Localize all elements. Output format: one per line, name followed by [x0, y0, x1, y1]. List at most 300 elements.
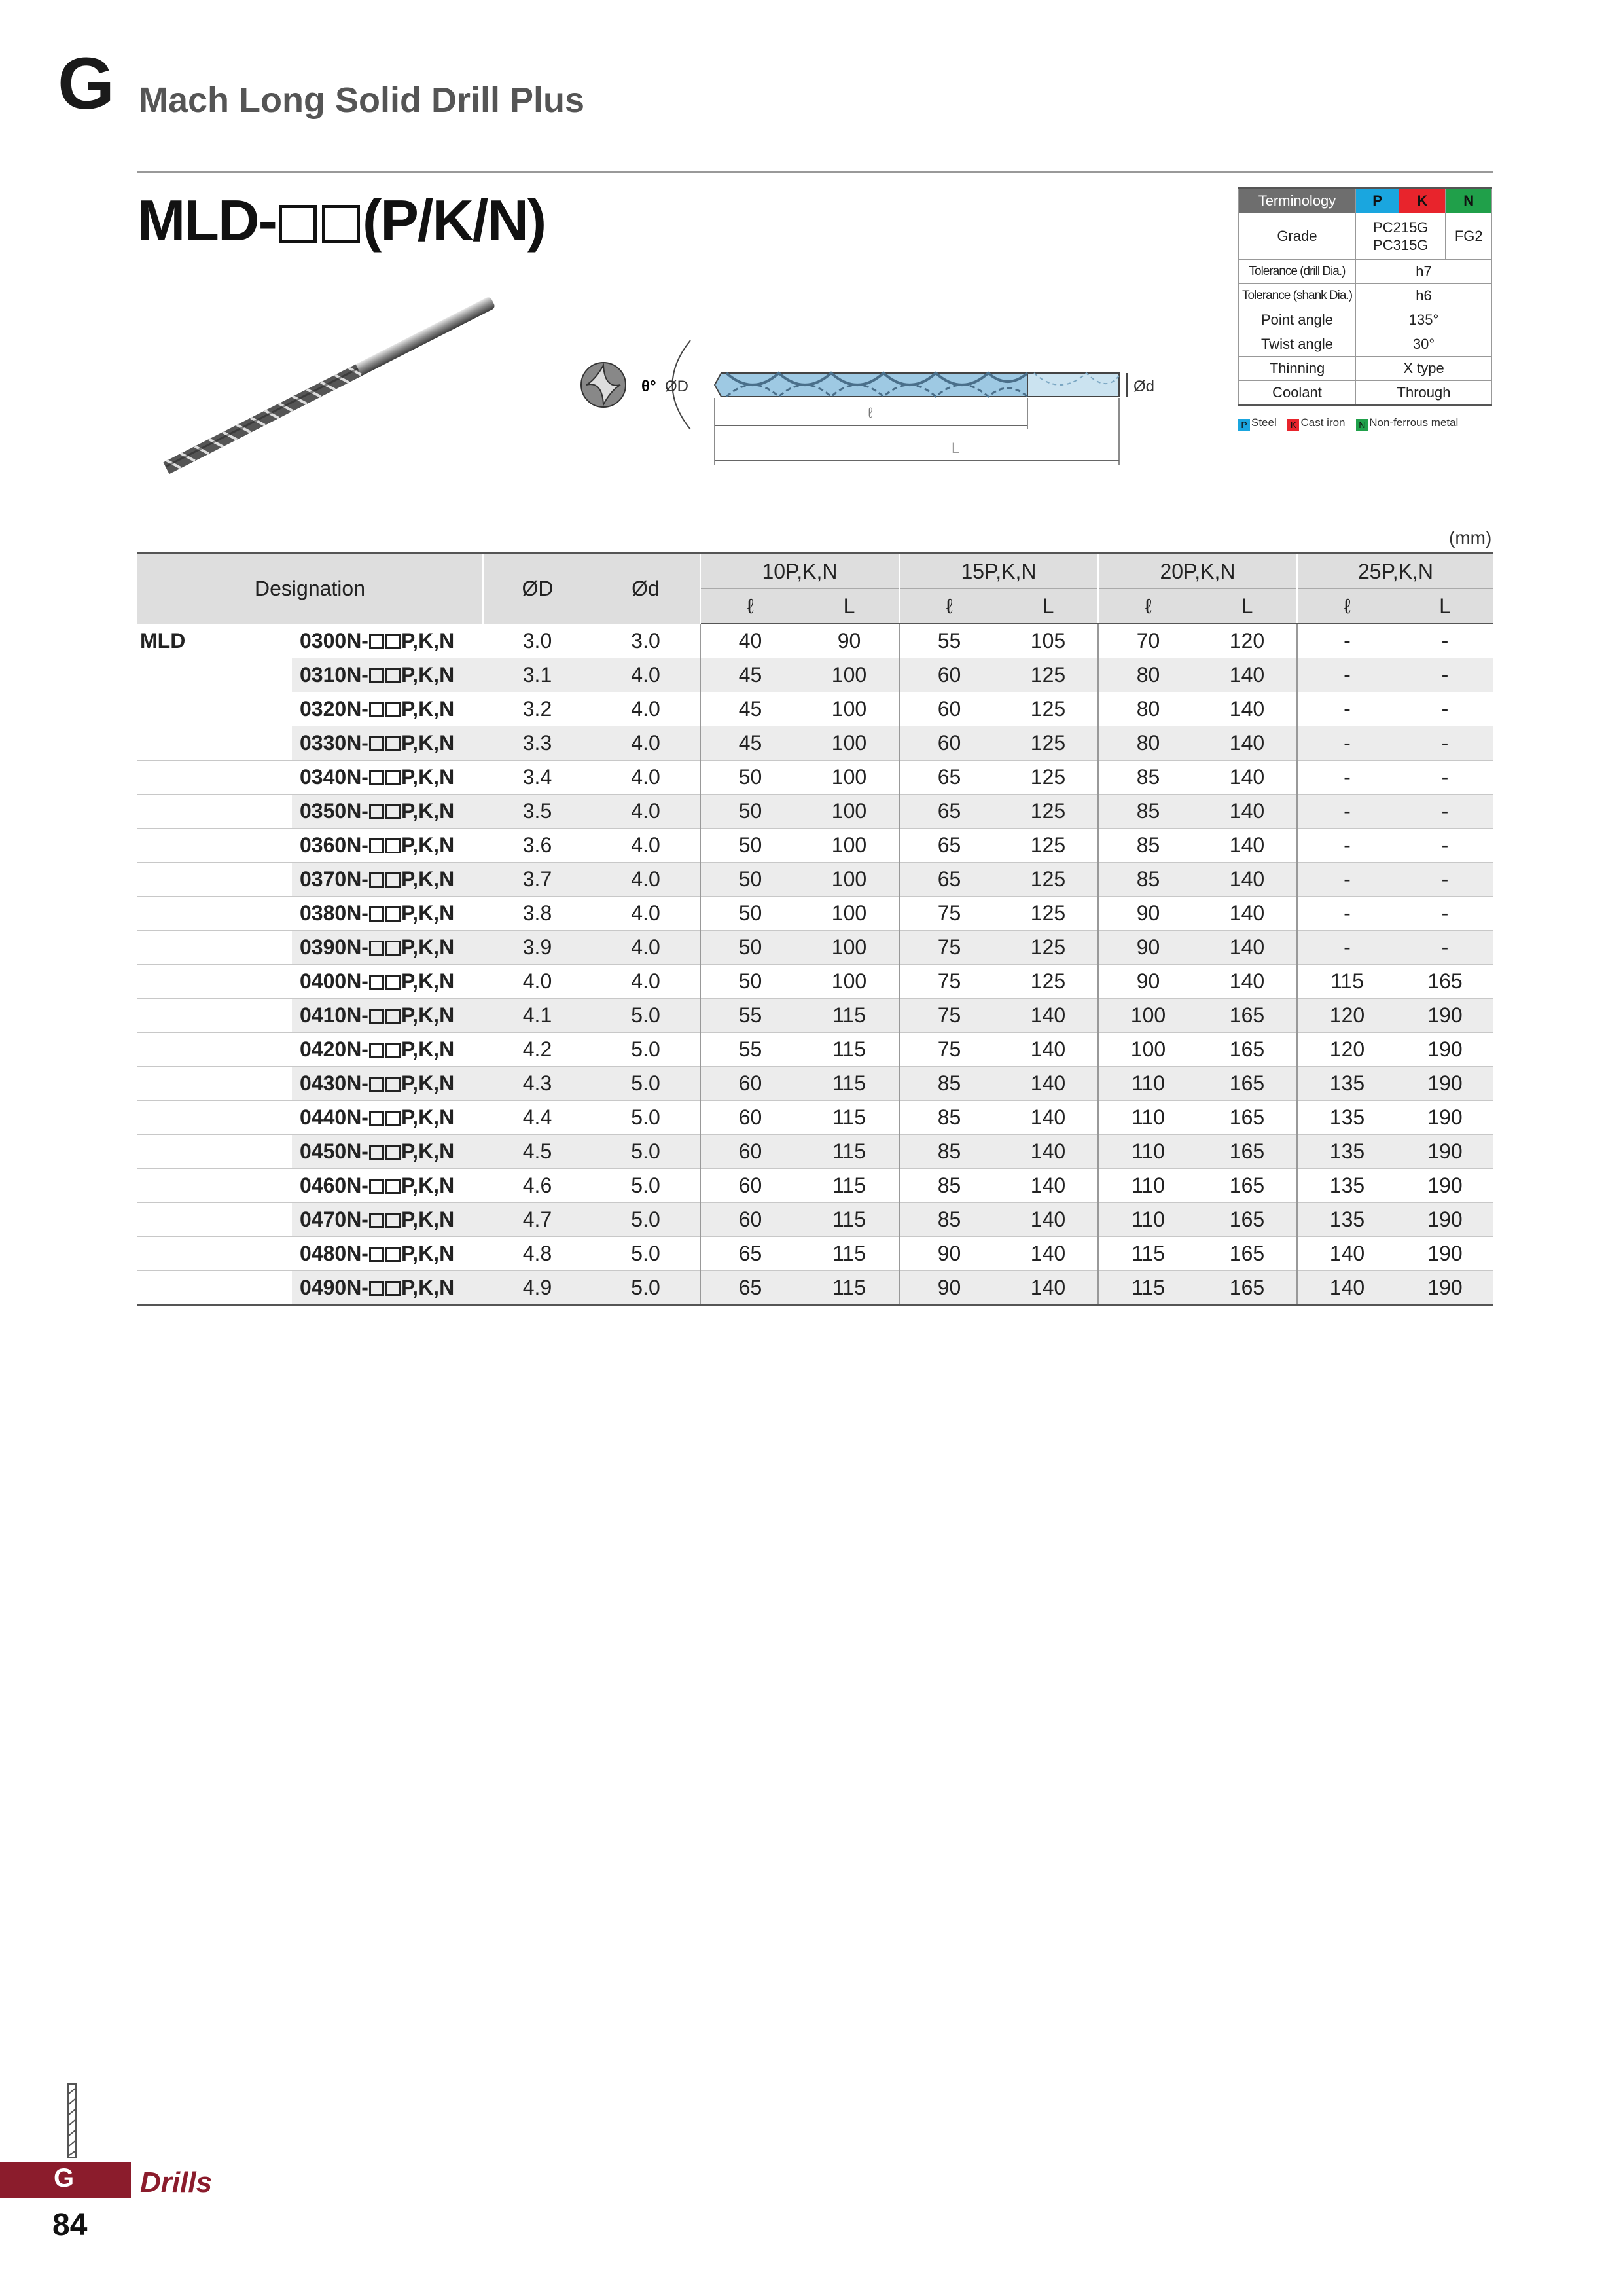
shank-dia-label: Ød: [1133, 378, 1155, 395]
shank-dia-cell: 4.0: [592, 692, 700, 726]
designation-code: 0460: [300, 1174, 347, 1197]
flute-length-cell: 140: [1297, 1237, 1397, 1271]
designation-cell: [292, 1033, 483, 1067]
table-row: [137, 761, 1493, 795]
placeholder-box-icon: [385, 702, 401, 717]
drill-dia-cell: 3.5: [483, 795, 592, 829]
flute-length-cell: 65: [899, 863, 999, 897]
designation-suffix: P,K,N: [401, 628, 455, 653]
designation-cell: [292, 692, 483, 726]
total-length-cell: 140: [999, 999, 1098, 1033]
flute-length-cell: 85: [899, 1067, 999, 1101]
drill-dia-cell: 3.0: [483, 624, 592, 658]
flute-length-cell: 75: [899, 897, 999, 931]
flute-length-cell: 50: [700, 965, 800, 999]
designation-suffix: P,K,N: [401, 901, 455, 925]
group-label: [137, 1237, 292, 1271]
designation-mid: N-: [346, 1208, 368, 1231]
flute-length-cell: 55: [700, 999, 800, 1033]
group-label: [137, 1203, 292, 1237]
designation-suffix: P,K,N: [401, 1139, 455, 1163]
designation-cell: [292, 931, 483, 965]
shank-dia-cell: 4.0: [592, 726, 700, 761]
placeholder-box-icon: [369, 941, 384, 956]
header-flute-len: ℓ: [1297, 589, 1397, 624]
total-length-cell: -: [1397, 658, 1493, 692]
grade-n-header: N: [1446, 188, 1492, 213]
total-length-cell: 165: [1397, 965, 1493, 999]
group-label: [137, 1033, 292, 1067]
designation-cell: [292, 1135, 483, 1169]
flute-length-cell: -: [1297, 829, 1397, 863]
shank-dia-cell: 4.0: [592, 897, 700, 931]
total-length-cell: -: [1397, 931, 1493, 965]
flute-length-cell: 50: [700, 829, 800, 863]
designation-suffix: P,K,N: [401, 1071, 455, 1095]
designation-cell: [292, 1203, 483, 1237]
group-label: [137, 965, 292, 999]
flute-length-cell: 135: [1297, 1101, 1397, 1135]
designation-mid: N-: [346, 1003, 368, 1027]
drill-side-view: [715, 373, 1119, 397]
placeholder-box-icon: [385, 1145, 401, 1160]
total-length-cell: 140: [999, 1169, 1098, 1203]
shank-dia-cell: 4.0: [592, 863, 700, 897]
flute-length-cell: 90: [1098, 965, 1198, 999]
header-flute-len: ℓ: [1098, 589, 1198, 624]
designation-cell: [292, 761, 483, 795]
table-row: [137, 624, 1493, 658]
total-length-cell: 165: [1198, 1033, 1297, 1067]
header-drill-dia: ØD: [483, 554, 592, 624]
designation-cell: [292, 795, 483, 829]
group-label: [137, 863, 292, 897]
group-label: [137, 1067, 292, 1101]
placeholder-box-icon: [369, 1281, 384, 1296]
designation-code: 0360: [300, 833, 347, 857]
placeholder-box-icon: [369, 634, 384, 649]
designation-cell: [292, 1067, 483, 1101]
flute-length-cell: 55: [700, 1033, 800, 1067]
shank-dia-cell: 5.0: [592, 1237, 700, 1271]
placeholder-box-icon: [369, 1213, 384, 1228]
placeholder-box-icon: [385, 975, 401, 990]
spec-row-value: Through: [1356, 381, 1492, 406]
shank-dia-cell: 5.0: [592, 999, 700, 1033]
spec-row-value: 135°: [1356, 308, 1492, 332]
total-length-cell: 140: [1198, 829, 1297, 863]
spec-table: [1238, 187, 1492, 406]
grade-n-value: FG2: [1446, 213, 1492, 260]
placeholder-box-icon: [279, 205, 317, 243]
total-length-cell: 190: [1397, 1101, 1493, 1135]
designation-cell: [292, 726, 483, 761]
flute-length-cell: -: [1297, 931, 1397, 965]
designation-mid: N-: [346, 765, 368, 789]
total-length-cell: 140: [999, 1033, 1098, 1067]
header-group-10: 10P,K,N: [700, 554, 899, 589]
designation-suffix: P,K,N: [401, 833, 455, 857]
placeholder-box-icon: [385, 1077, 401, 1092]
total-length-cell: 100: [800, 692, 899, 726]
total-length-cell: -: [1397, 897, 1493, 931]
total-length-cell: 190: [1397, 1033, 1493, 1067]
designation-cell: [292, 1169, 483, 1203]
flute-length-cell: 85: [899, 1203, 999, 1237]
header-flute-len: ℓ: [700, 589, 800, 624]
designation-suffix: P,K,N: [401, 1208, 455, 1231]
grade-label: Grade: [1239, 213, 1356, 260]
total-length-cell: 190: [1397, 1237, 1493, 1271]
designation-mid: N-: [346, 799, 368, 823]
table-row: [137, 965, 1493, 999]
material-legend: [1238, 416, 1466, 431]
group-label: [137, 931, 292, 965]
flute-length-cell: 75: [899, 965, 999, 999]
flute-length-cell: 115: [1297, 965, 1397, 999]
flute-length-cell: 120: [1297, 999, 1397, 1033]
table-row: [137, 1135, 1493, 1169]
placeholder-box-icon: [385, 1281, 401, 1296]
product-prefix: MLD-: [137, 188, 276, 253]
total-length-cell: 125: [999, 829, 1098, 863]
designation-mid: N-: [346, 697, 368, 721]
spec-row-label: Tolerance (shank Dia.): [1239, 284, 1356, 308]
total-length-cell: -: [1397, 624, 1493, 658]
designation-suffix: P,K,N: [401, 731, 455, 755]
group-label: [137, 795, 292, 829]
flute-length-cell: 75: [899, 999, 999, 1033]
flute-length-cell: 135: [1297, 1067, 1397, 1101]
placeholder-box-icon: [385, 906, 401, 922]
shank-dia-cell: 4.0: [592, 761, 700, 795]
shank-dia-cell: 5.0: [592, 1271, 700, 1306]
group-label: MLD: [137, 624, 292, 658]
shank-dia-cell: 3.0: [592, 624, 700, 658]
designation-mid: N-: [346, 969, 368, 993]
header-total-len: L: [1198, 589, 1297, 624]
designation-code: 0320: [300, 697, 347, 721]
total-length-cell: 125: [999, 692, 1098, 726]
flute-length-cell: 50: [700, 931, 800, 965]
header-divider: [137, 171, 1493, 173]
flute-length-cell: 60: [700, 1101, 800, 1135]
flute-length-cell: 50: [700, 795, 800, 829]
total-length-cell: 100: [800, 726, 899, 761]
flute-length-cell: 110: [1098, 1067, 1198, 1101]
total-length-cell: 140: [1198, 761, 1297, 795]
table-row: [137, 658, 1493, 692]
flute-length-cell: 60: [899, 726, 999, 761]
legend-cast-iron: [1287, 416, 1345, 429]
total-length-cell: -: [1397, 795, 1493, 829]
table-row: [137, 1237, 1493, 1271]
total-length-cell: 190: [1397, 1067, 1493, 1101]
designation-mid: N-: [346, 1037, 368, 1061]
placeholder-box-icon: [385, 1043, 401, 1058]
designation-code: 0380: [300, 901, 347, 925]
drill-dia-cell: 4.3: [483, 1067, 592, 1101]
flute-length-cell: 85: [899, 1169, 999, 1203]
table-row: [137, 1203, 1493, 1237]
group-label: [137, 1101, 292, 1135]
total-length-cell: 190: [1397, 1135, 1493, 1169]
flute-length-cell: 65: [899, 795, 999, 829]
flute-length-cell: 115: [1098, 1237, 1198, 1271]
flute-length-cell: 85: [1098, 795, 1198, 829]
table-row: [137, 931, 1493, 965]
placeholder-box-icon: [369, 668, 384, 683]
group-label: [137, 999, 292, 1033]
drill-dia-cell: 4.6: [483, 1169, 592, 1203]
total-length-cell: 115: [800, 1203, 899, 1237]
designation-cell: [292, 863, 483, 897]
designation-code: 0340: [300, 765, 347, 789]
legend-swatch: N: [1356, 419, 1368, 431]
total-length-cell: 140: [999, 1135, 1098, 1169]
shank-dia-cell: 4.0: [592, 829, 700, 863]
table-row: [137, 726, 1493, 761]
total-length-cell: 140: [1198, 897, 1297, 931]
placeholder-box-icon: [369, 872, 384, 888]
flute-length-cell: 60: [700, 1067, 800, 1101]
designation-suffix: P,K,N: [401, 697, 455, 721]
designation-cell: [292, 1101, 483, 1135]
designation-code: 0330: [300, 731, 347, 755]
total-length-cell: 165: [1198, 999, 1297, 1033]
designation-mid: N-: [346, 1174, 368, 1197]
section-title: Mach Long Solid Drill Plus: [139, 81, 585, 120]
group-label: [137, 1135, 292, 1169]
total-length-cell: 165: [1198, 1271, 1297, 1306]
flute-length-cell: -: [1297, 795, 1397, 829]
placeholder-box-icon: [369, 1179, 384, 1194]
placeholder-box-icon: [369, 838, 384, 853]
total-length-cell: 100: [800, 965, 899, 999]
spec-row-value: h7: [1356, 260, 1492, 284]
total-length-cell: 125: [999, 863, 1098, 897]
designation-mid: N-: [346, 935, 368, 959]
legend-text: Cast iron: [1300, 416, 1346, 429]
placeholder-box-icon: [369, 1145, 384, 1160]
flute-length-cell: 85: [1098, 863, 1198, 897]
flute-length-cell: 40: [700, 624, 800, 658]
spec-row-label: Twist angle: [1239, 332, 1356, 357]
header-total-len: L: [999, 589, 1098, 624]
designation-cell: [292, 999, 483, 1033]
total-length-cell: 115: [800, 1067, 899, 1101]
drill-dia-label: ØD: [665, 378, 688, 395]
flute-length-cell: 45: [700, 692, 800, 726]
flute-length-cell: 85: [1098, 761, 1198, 795]
flute-length-cell: 85: [1098, 829, 1198, 863]
total-length-cell: -: [1397, 726, 1493, 761]
flute-length-cell: 60: [899, 692, 999, 726]
flute-length-cell: 80: [1098, 658, 1198, 692]
flute-length-cell: 120: [1297, 1033, 1397, 1067]
legend-steel: [1238, 416, 1277, 429]
total-length-cell: 125: [999, 761, 1098, 795]
total-length-cell: 190: [1397, 1203, 1493, 1237]
table-row: [137, 999, 1493, 1033]
group-label: [137, 726, 292, 761]
total-length-cell: 125: [999, 795, 1098, 829]
designation-suffix: P,K,N: [401, 867, 455, 891]
total-length-cell: 100: [800, 931, 899, 965]
flute-length-cell: 60: [700, 1135, 800, 1169]
placeholder-box-icon: [369, 1009, 384, 1024]
drill-dia-cell: 4.0: [483, 965, 592, 999]
flute-length-cell: -: [1297, 863, 1397, 897]
drill-dia-cell: 3.9: [483, 931, 592, 965]
placeholder-box-icon: [369, 906, 384, 922]
designation-mid: N-: [346, 867, 368, 891]
shank-dia-cell: 5.0: [592, 1101, 700, 1135]
terminology-header: Terminology: [1239, 188, 1356, 213]
total-length-cell: 100: [800, 863, 899, 897]
flute-length-cell: 115: [1098, 1271, 1198, 1306]
total-length-cell: 140: [1198, 931, 1297, 965]
flute-length-cell: 65: [899, 761, 999, 795]
header-total-len: L: [1397, 589, 1493, 624]
spec-row-label: Thinning: [1239, 357, 1356, 381]
spec-row-value: h6: [1356, 284, 1492, 308]
flute-length-cell: 135: [1297, 1135, 1397, 1169]
header-total-len: L: [800, 589, 899, 624]
group-label: [137, 1169, 292, 1203]
dimension-table: [137, 552, 1493, 1306]
total-length-cell: 100: [800, 658, 899, 692]
grade-k-header: K: [1399, 188, 1446, 213]
spec-row-label: Tolerance (drill Dia.): [1239, 260, 1356, 284]
placeholder-box-icon: [385, 634, 401, 649]
placeholder-box-icon: [322, 205, 360, 243]
drill-dia-cell: 3.4: [483, 761, 592, 795]
legend-swatch: K: [1287, 419, 1299, 431]
product-title: [137, 187, 545, 254]
total-length-cell: 165: [1198, 1135, 1297, 1169]
placeholder-box-icon: [385, 941, 401, 956]
designation-mid: N-: [346, 1242, 368, 1265]
flute-length-cell: 110: [1098, 1203, 1198, 1237]
designation-suffix: P,K,N: [401, 1276, 455, 1299]
drill-dia-cell: 4.9: [483, 1271, 592, 1306]
flute-length-cell: -: [1297, 761, 1397, 795]
designation-suffix: P,K,N: [401, 1037, 455, 1061]
shank-dia-cell: 5.0: [592, 1169, 700, 1203]
group-label: [137, 692, 292, 726]
shank-dia-cell: 5.0: [592, 1067, 700, 1101]
total-length-cell: 140: [999, 1237, 1098, 1271]
placeholder-box-icon: [369, 736, 384, 751]
total-length-cell: 190: [1397, 999, 1493, 1033]
flute-length-cell: 110: [1098, 1101, 1198, 1135]
designation-cell: [292, 965, 483, 999]
flute-length-cell: 55: [899, 624, 999, 658]
total-length-cell: 115: [800, 1033, 899, 1067]
header-group-25: 25P,K,N: [1297, 554, 1493, 589]
point-angle-symbol: θ°: [641, 378, 656, 395]
placeholder-box-icon: [369, 1111, 384, 1126]
footer-section-label: Drills: [140, 2166, 213, 2198]
shank-dia-cell: 5.0: [592, 1135, 700, 1169]
placeholder-box-icon: [385, 804, 401, 819]
designation-code: 0410: [300, 1003, 347, 1027]
placeholder-box-icon: [385, 1179, 401, 1194]
designation-mid: N-: [346, 901, 368, 925]
flute-length-cell: -: [1297, 897, 1397, 931]
drill-dia-cell: 4.8: [483, 1237, 592, 1271]
table-row: [137, 1271, 1493, 1306]
total-length-cell: 165: [1198, 1067, 1297, 1101]
designation-code: 0450: [300, 1139, 347, 1163]
designation-mid: N-: [346, 628, 368, 653]
total-length-cell: 190: [1397, 1271, 1493, 1306]
grade-pk-value: [1356, 213, 1446, 260]
designation-code: 0310: [300, 663, 347, 687]
designation-suffix: P,K,N: [401, 765, 455, 789]
total-length-cell: 140: [1198, 692, 1297, 726]
flute-length-cell: 135: [1297, 1203, 1397, 1237]
legend-text: Steel: [1251, 416, 1277, 429]
total-length-cell: 165: [1198, 1101, 1297, 1135]
total-length-cell: 125: [999, 897, 1098, 931]
total-length-cell: 125: [999, 726, 1098, 761]
flute-length-cell: 65: [899, 829, 999, 863]
group-label: [137, 761, 292, 795]
drill-dia-cell: 4.5: [483, 1135, 592, 1169]
header-group-20: 20P,K,N: [1098, 554, 1297, 589]
total-length-cell: 115: [800, 1237, 899, 1271]
total-length-cell: 105: [999, 624, 1098, 658]
placeholder-box-icon: [369, 1247, 384, 1262]
flute-length-cell: 110: [1098, 1169, 1198, 1203]
product-suffix: (P/K/N): [362, 188, 546, 253]
table-row: [137, 1169, 1493, 1203]
shank-dia-cell: 4.0: [592, 965, 700, 999]
designation-cell: [292, 624, 483, 658]
shank-dia-cell: 5.0: [592, 1203, 700, 1237]
spec-row-label: Point angle: [1239, 308, 1356, 332]
drill-dia-cell: 3.1: [483, 658, 592, 692]
spec-row-value: 30°: [1356, 332, 1492, 357]
flute-length-cell: 75: [899, 1033, 999, 1067]
designation-code: 0300: [300, 628, 347, 653]
total-length-cell: -: [1397, 692, 1493, 726]
designation-code: 0370: [300, 867, 347, 891]
total-length-cell: 140: [1198, 863, 1297, 897]
designation-code: 0390: [300, 935, 347, 959]
table-row: [137, 795, 1493, 829]
flute-length-cell: 85: [899, 1135, 999, 1169]
placeholder-box-icon: [385, 770, 401, 785]
header-group-15: 15P,K,N: [899, 554, 1098, 589]
designation-cell: [292, 1237, 483, 1271]
flute-length-cell: 90: [1098, 931, 1198, 965]
group-label: [137, 658, 292, 692]
total-length-cell: 165: [1198, 1237, 1297, 1271]
total-length-cell: 100: [800, 897, 899, 931]
total-length-cell: 140: [1198, 726, 1297, 761]
total-length-cell: 165: [1198, 1169, 1297, 1203]
legend-text: Non-ferrous metal: [1369, 416, 1459, 429]
total-length-cell: -: [1397, 863, 1493, 897]
drill-side-icon: [64, 2081, 80, 2160]
drill-dia-cell: 3.7: [483, 863, 592, 897]
flute-length-cell: 60: [899, 658, 999, 692]
designation-code: 0400: [300, 969, 347, 993]
flute-length-cell: 50: [700, 897, 800, 931]
